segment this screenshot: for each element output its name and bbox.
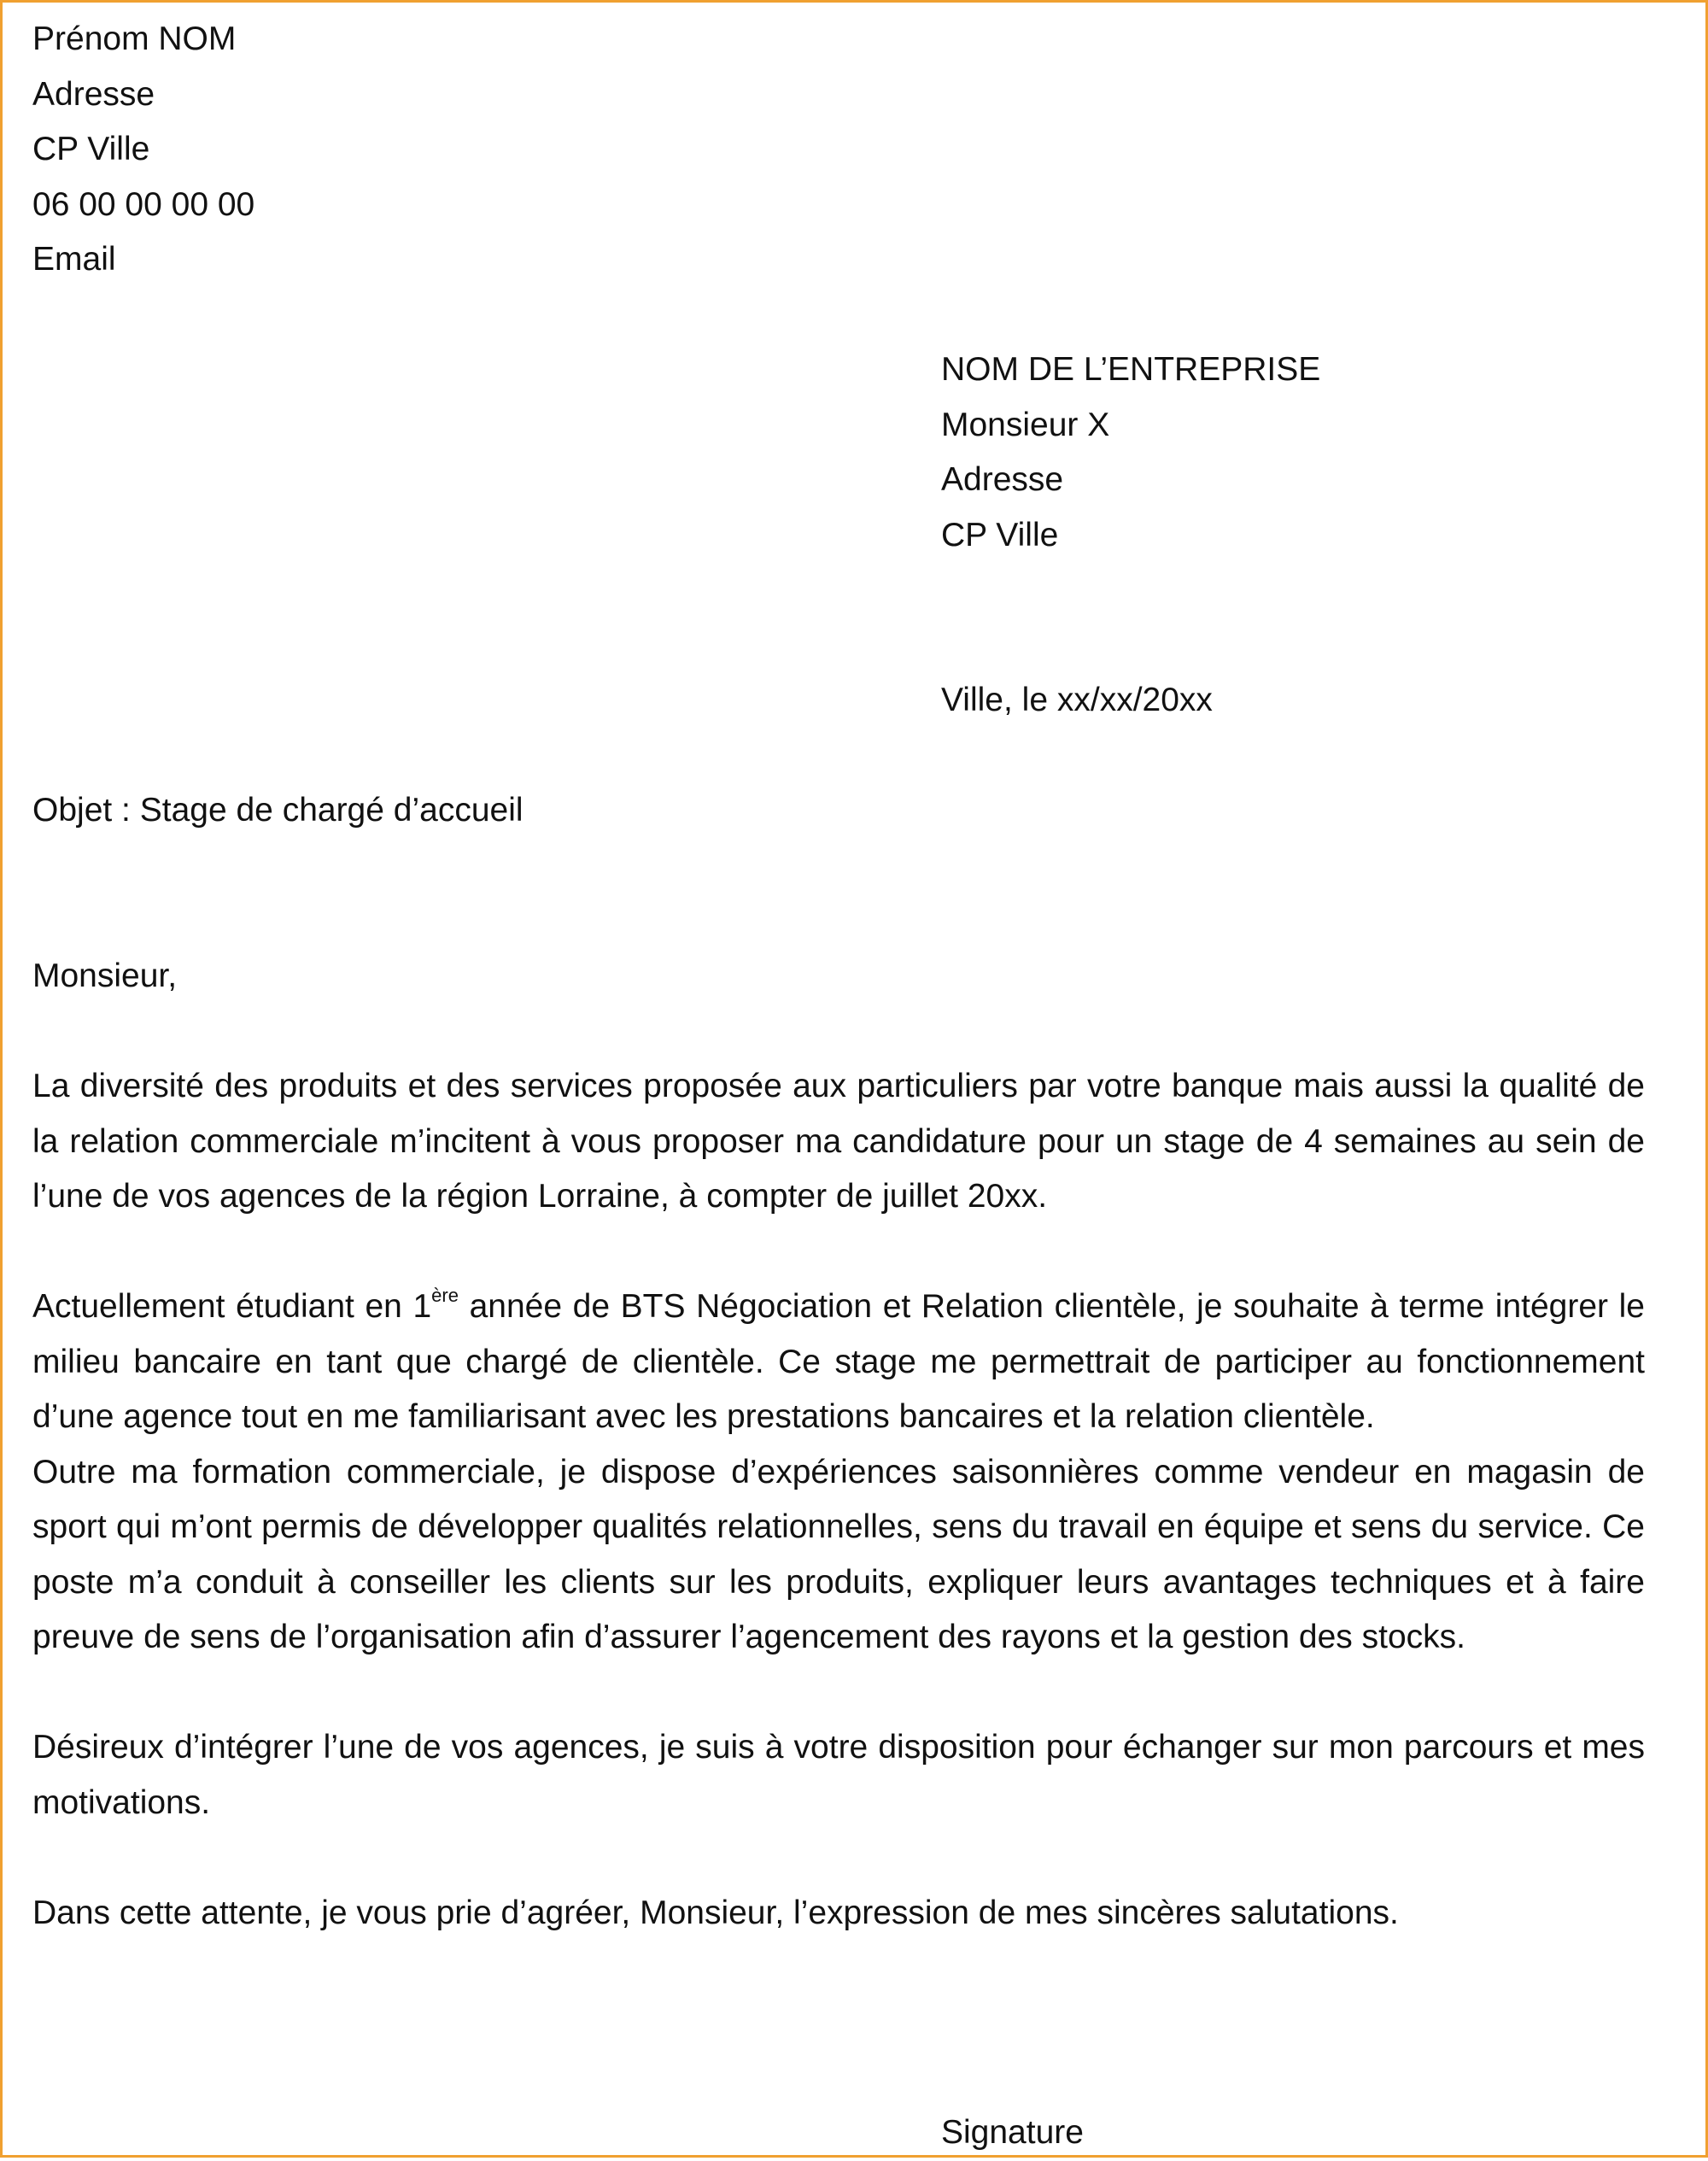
paragraph-studies-start: Actuellement étudiant en 1: [32, 1288, 432, 1325]
recipient-city: CP Ville: [941, 516, 1059, 553]
ordinal-superscript: ère: [431, 1285, 459, 1306]
paragraph-studies-rest: année de BTS Négociation et Relation clientèle, je souhaite à terme intégrer le milieu bancaire en tant que chargé de clientèle. Ce stage me permettrait de participer au fonctionnement d’une agence tout en me familiarisant avec les prestations bancaires et la relation clientèle.: [32, 1288, 1645, 1435]
recipient-address: Adresse: [941, 461, 1064, 498]
sender-email: Email: [32, 241, 116, 278]
sender-block: [32, 12, 254, 288]
paragraph-motivation: La diversité des produits et des services proposée aux particuliers par votre banque mais aussi la qualité de la relation commerciale m’incitent à vous proposer ma candidature pour un stage de 4 semaines au sein de l’une de vos agences de la région Lorraine, à compter de juillet 20xx.: [32, 1068, 1645, 1215]
signature: Signature: [941, 2114, 1084, 2151]
sender-phone: 06 00 00 00 00: [32, 185, 255, 223]
recipient-company: NOM DE L’ENTREPRISE: [941, 351, 1321, 388]
sender-name: Prénom NOM: [32, 20, 237, 57]
letter-body: [32, 1059, 1645, 1941]
recipient-block: [941, 343, 1320, 563]
paragraph-studies: [32, 1280, 1645, 1445]
paragraph-experience: Outre ma formation commerciale, je dispose d’expériences saisonnières comme vendeur en magasin de sport qui m’ont permis de développer qualités relationnelles, sens du travail en équipe et sens du service. Ce poste m’a conduit à conseiller les clients sur les produits, expliquer leurs avantages techniques et à faire preuve de sens de l’organisation afin d’assurer l’agencement des rayons et la gestion des stocks.: [32, 1453, 1645, 1655]
sender-address: Adresse: [32, 75, 155, 113]
paragraph-closing: Dans cette attente, je vous prie d’agréer, Monsieur, l’expression de mes sincères salutations.: [32, 1894, 1399, 1931]
sender-city: CP Ville: [32, 131, 150, 167]
letter-subject: Objet : Stage de chargé d’accueil: [32, 792, 524, 829]
paragraph-availability: Désireux d’intégrer l’une de vos agences, je suis à votre disposition pour échanger sur mon parcours et mes motivations.: [32, 1729, 1645, 1821]
letter-salutation: Monsieur,: [32, 958, 178, 994]
recipient-contact: Monsieur X: [941, 406, 1110, 443]
letter-date: Ville, le xx/xx/20xx: [941, 682, 1213, 718]
